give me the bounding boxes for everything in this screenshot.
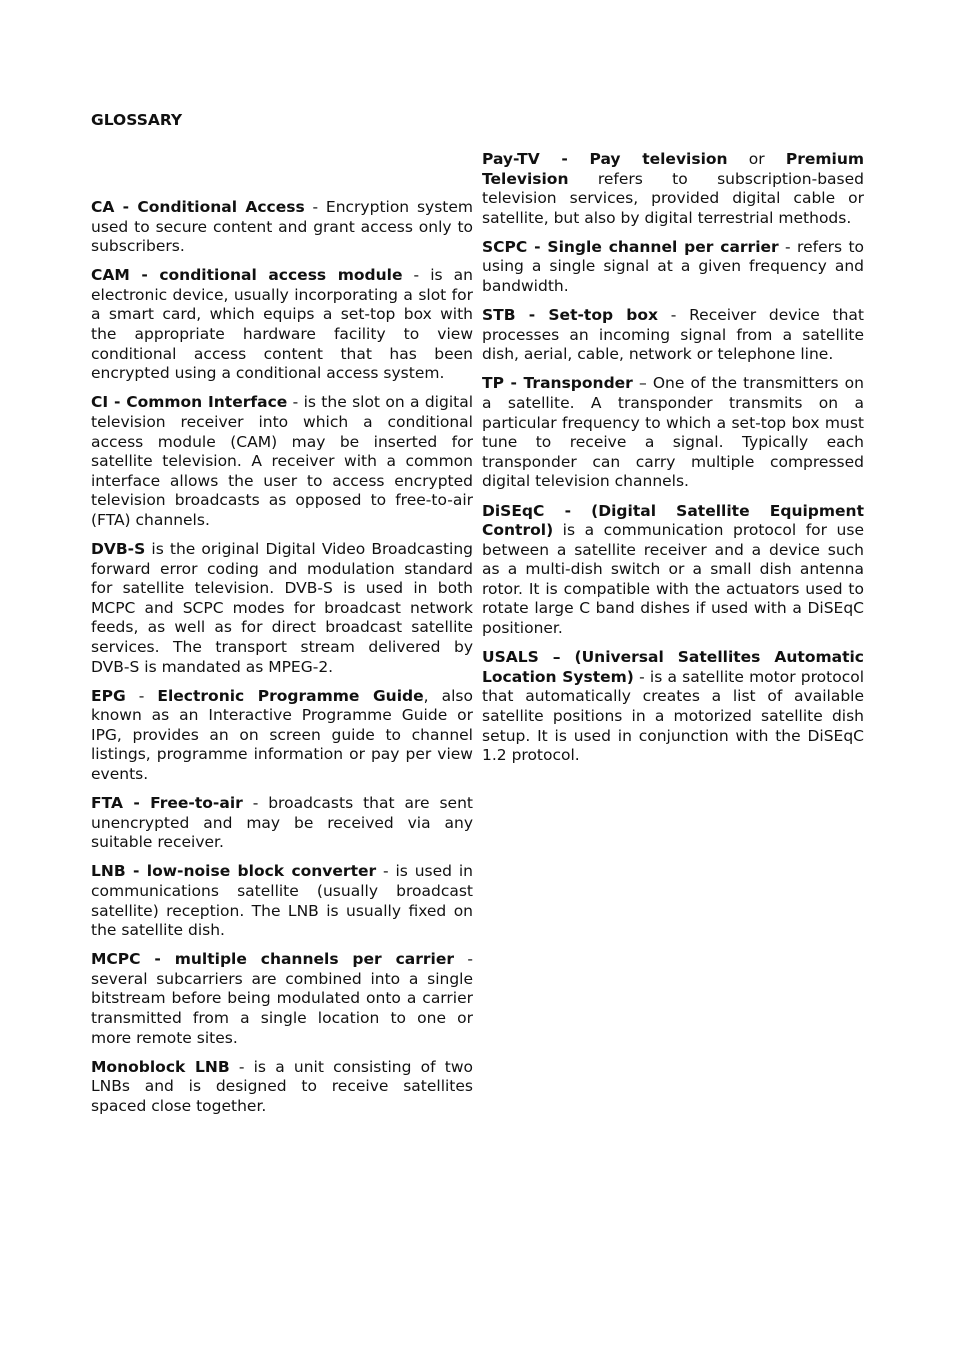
glossary-definition: , also known as an Interactive Programme Guide or IPG, provides an on screen guide to channel listings, programme information or pay per view events. <box>91 686 473 784</box>
glossary-term-alt: Premium Television <box>482 150 865 188</box>
glossary-entry-lnb <box>91 862 473 940</box>
page-title: GLOSSARY <box>91 111 183 129</box>
glossary-term: DVB-S <box>91 540 146 558</box>
glossary-definition: – One of the transmitters on a satellite. A transponder transmits on a particular frequency to which a set-top box must tune to receive a signal. Typically each transponder can carry multiple compressed digital television channels. <box>482 374 864 491</box>
glossary-entry-ca <box>91 198 473 257</box>
glossary-entry-pay-tv <box>482 150 864 228</box>
glossary-definition: - broadcasts that are sent unencrypted and may be received via any suitable receiver. <box>91 794 473 852</box>
glossary-definition: refers to subscription-based television services, provided digital cable or satellite, but also by digital terrestrial methods. <box>482 169 864 227</box>
glossary-term: EPG <box>91 686 126 705</box>
glossary-entry-usals <box>482 648 864 766</box>
glossary-definition: - is the slot on a digital television receiver into which a conditional access module (CAM) may be inserted for satellite television. A receiver with a common interface allows the user to access encrypted television broadcasts as opposed to free-to-air (FTA) channels. <box>91 393 474 529</box>
glossary-definition: - is an electronic device, usually incorporating a slot for a smart card, which equips a set-top box with the appropriate hardware facility to view conditional access content that has been encrypted using a conditional access system. <box>91 266 473 383</box>
glossary-definition: - is a unit consisting of two LNBs and is designed to receive satellites spaced close together. <box>91 1057 473 1115</box>
glossary-term: Monoblock LNB <box>91 1057 230 1076</box>
glossary-entry-cam <box>91 266 473 384</box>
glossary-definition: - Encryption system used to secure content and grant access only to subscribers. <box>91 198 473 256</box>
glossary-column-right <box>482 150 864 775</box>
glossary-term: Pay-TV - Pay television <box>482 150 728 168</box>
glossary-separator: - <box>125 686 158 705</box>
glossary-entry-dvb-s <box>91 540 473 677</box>
glossary-term: CA - Conditional Access <box>91 198 305 216</box>
glossary-definition: - is a satellite motor protocol that automatically creates a list of available satellite positions in a motorized satellite dish setup. It is used in conjunction with the DiSEqC 1.2 protocol. <box>482 667 865 765</box>
glossary-definition: - Receiver device that processes an incoming signal from a satellite dish, aerial, cable, network or telephone line. <box>482 306 864 364</box>
glossary-definition: is the original Digital Video Broadcasting forward error coding and modulation standard for satellite television. DVB-S is used in both MCPC and SCPC modes for broadcast network feeds, as well as for direct broadcast satellite services. The transport stream delivered by DVB-S is mandated as MPEG-2. <box>91 540 473 676</box>
glossary-entry-monoblock-lnb <box>91 1058 473 1117</box>
glossary-definition: - refers to using a single signal at a given frequency and bandwidth. <box>482 237 864 296</box>
glossary-definition: is a communication protocol for use between a satellite receiver and a device such as a multi-dish switch or a small dish antenna rotor. It is compatible with the actuators used to rotate large C band dishes if used with a DiSEqC positioner. <box>482 521 864 638</box>
glossary-term: TP - Transponder <box>482 374 633 393</box>
glossary-entry-diseqc <box>482 502 864 639</box>
glossary-entry-fta <box>91 794 473 853</box>
glossary-term: FTA - Free-to-air <box>91 794 243 813</box>
glossary-term: SCPC - Single channel per carrier <box>482 237 779 256</box>
glossary-term: DiSEqC - (Digital Satellite Equipment Control) <box>482 501 864 540</box>
glossary-definition: - several subcarriers are combined into a single bitstream before being modulated onto a carrier transmitted from a single location to one or more remote sites. <box>91 950 473 1047</box>
glossary-term: MCPC - multiple channels per carrier <box>91 950 454 969</box>
glossary-term: USALS – (Universal Satellites Automatic Location System) <box>482 648 864 686</box>
glossary-term-full: Electronic Programme Guide <box>157 686 424 705</box>
glossary-term: STB - Set-top box <box>482 306 659 325</box>
glossary-entry-mcpc <box>91 950 473 1048</box>
glossary-entry-scpc <box>482 238 864 297</box>
glossary-term: CI - Common Interface <box>91 393 288 412</box>
glossary-definition: - is used in communications satellite (usually broadcast satellite) reception. The LNB is usually fixed on the satellite dish. <box>91 862 473 940</box>
glossary-term: CAM - conditional access module <box>91 266 403 285</box>
glossary-entry-ci <box>91 393 473 530</box>
glossary-term: LNB - low-noise block converter <box>91 862 377 881</box>
glossary-entry-stb <box>482 306 864 365</box>
glossary-separator: or <box>727 150 786 168</box>
glossary-entry-tp <box>482 374 864 492</box>
glossary-entry-epg <box>91 687 473 785</box>
glossary-column-left <box>91 198 473 1126</box>
